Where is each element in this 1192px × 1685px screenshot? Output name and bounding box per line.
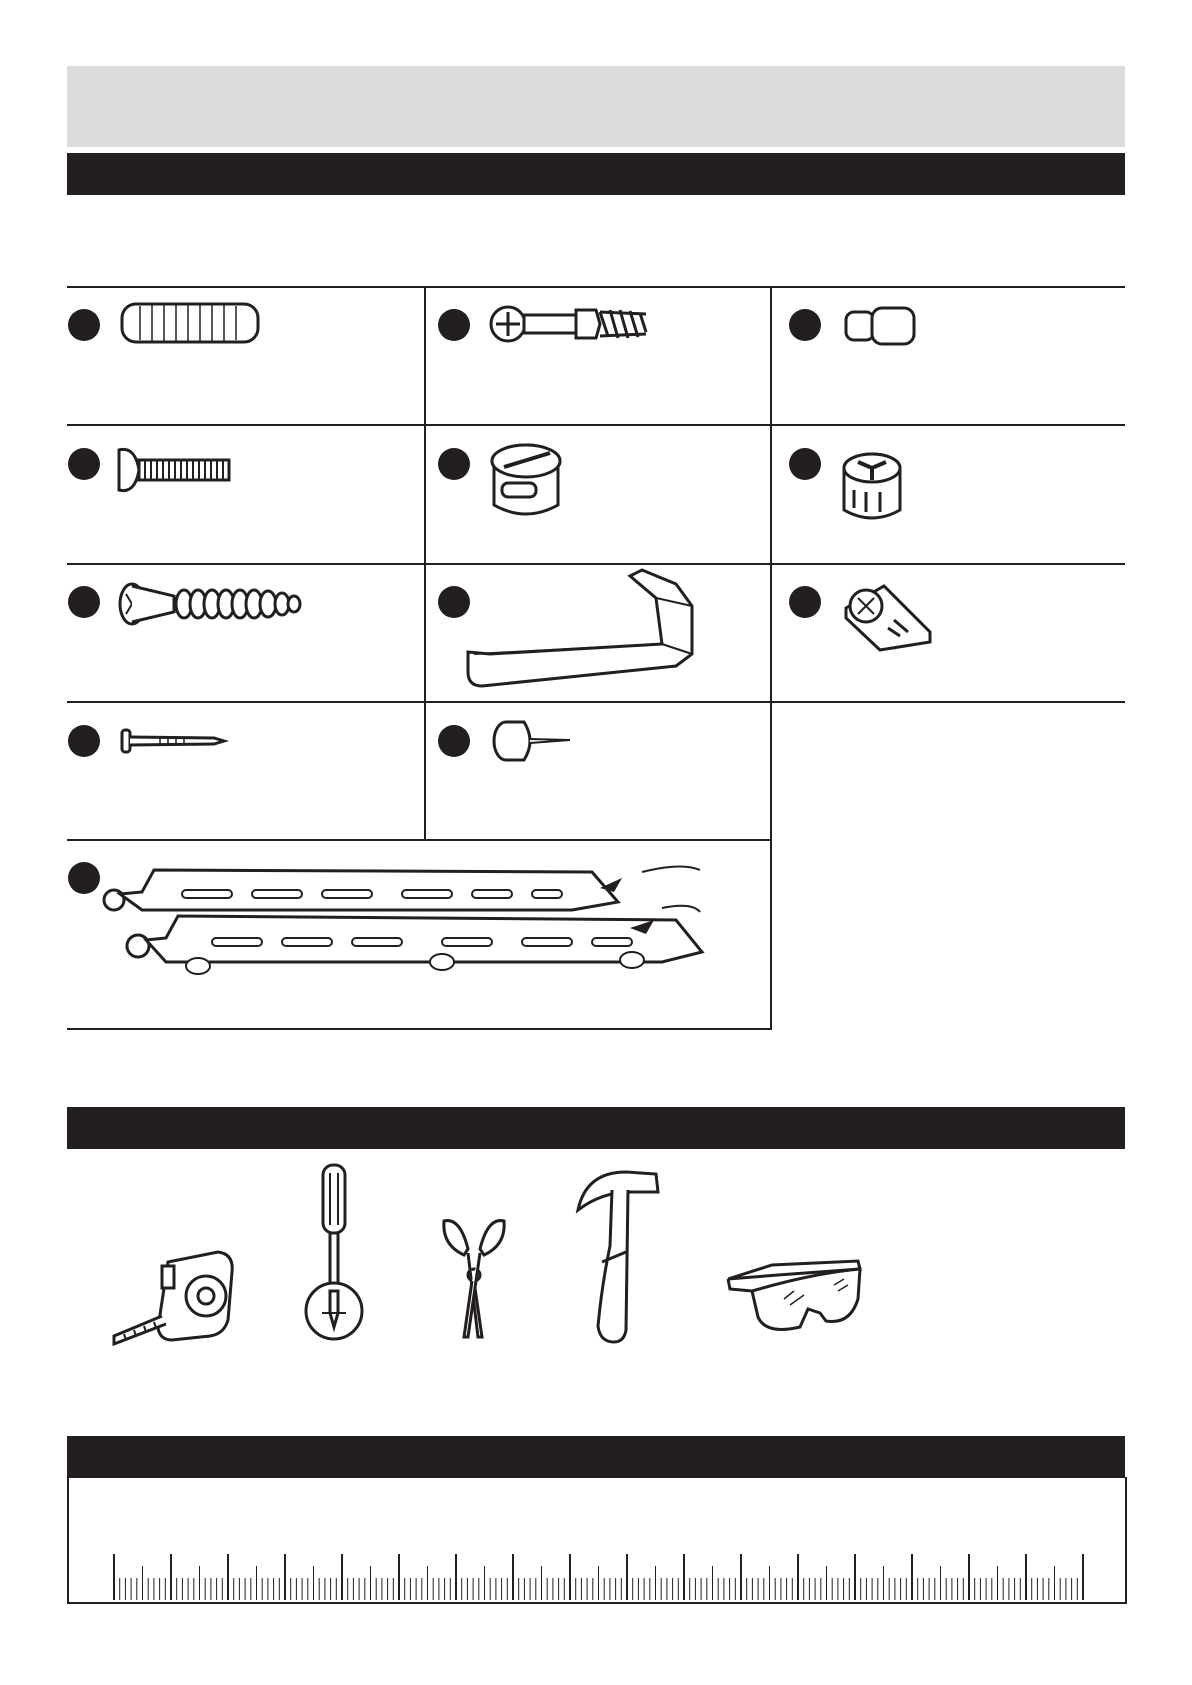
tape-measure-icon [108,1248,238,1348]
glide-pin-icon [492,719,574,763]
part-bullet [438,448,470,480]
cam-lock-large-icon [840,450,906,526]
wood-screw-icon [118,580,308,630]
part-bullet [438,725,470,757]
ruler-scale [110,1544,1080,1602]
cam-lock-icon [488,443,568,523]
grid-line [67,286,1125,288]
screwdriver-icon [304,1163,366,1345]
part-bullet [68,309,100,341]
part-bullet [68,448,100,480]
scissors-icon [438,1215,512,1341]
part-bullet [438,309,470,341]
part-bullet [789,309,821,341]
fittings-section-bar [67,153,1125,195]
grid-line [67,424,1125,426]
part-bullet [789,448,821,480]
grid-line [67,701,1125,703]
tools-section-bar [67,1107,1125,1149]
handle-icon [466,568,702,692]
part-bullet [789,586,821,618]
cam-bolt-icon [488,302,654,350]
hammer-icon [572,1166,662,1346]
part-bullet [68,725,100,757]
shelf-support-peg-icon [842,306,922,346]
grid-line [770,286,772,1030]
machine-screw-icon [115,446,233,494]
part-bullet [68,862,100,894]
nail-icon [120,728,228,754]
grid-line [67,1028,771,1030]
grid-line [67,563,1125,565]
wooden-dowel-icon [118,300,264,348]
header-band [67,66,1125,147]
corner-block-with-screw-icon [838,578,936,660]
drawer-runners-icon [102,862,712,982]
grid-line [424,286,426,840]
grid-line [67,839,771,841]
safety-glasses-icon [724,1255,864,1341]
part-bullet [68,586,100,618]
ruler-section-bar [67,1436,1125,1478]
